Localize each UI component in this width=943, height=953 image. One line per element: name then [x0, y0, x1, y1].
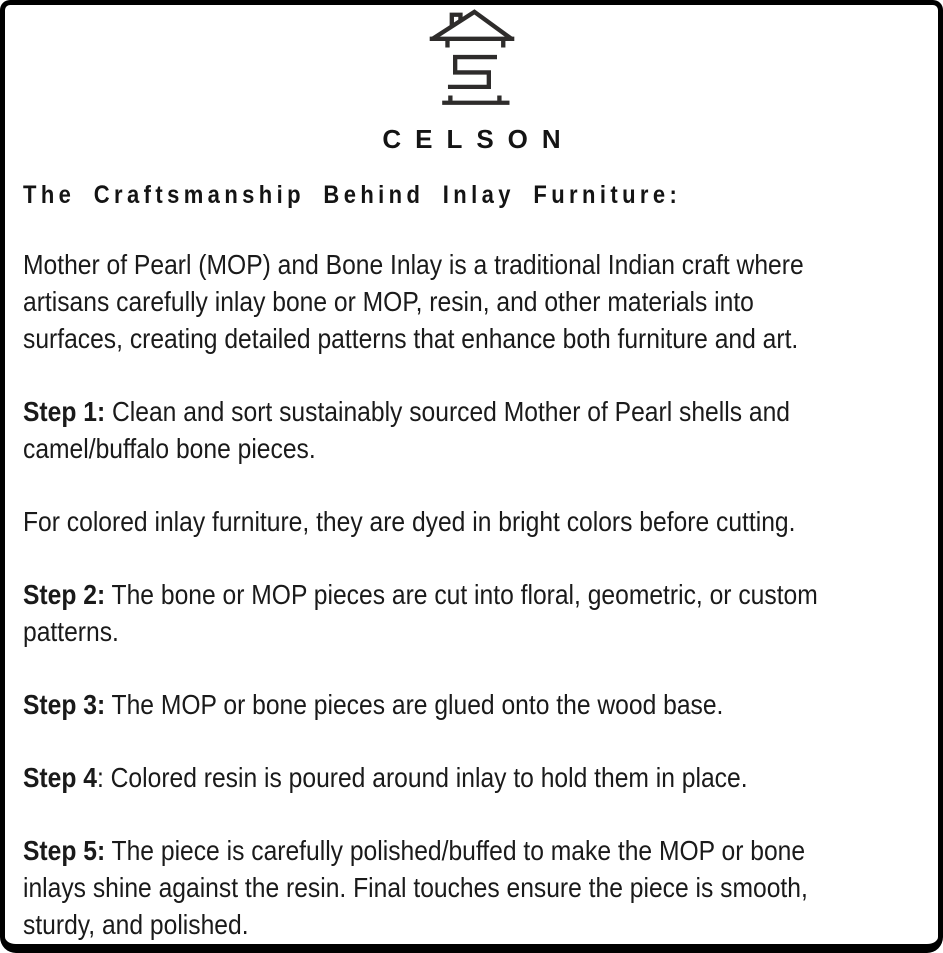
- body-text: The piece is carefully polished/buffed to make the MOP or bone: [105, 835, 806, 866]
- step-label: Step 5:: [23, 835, 106, 866]
- paragraph-line: [23, 613, 828, 650]
- body-text: artisans carefully inlay bone or MOP, resin, and other materials into: [23, 286, 754, 317]
- body-text: camel/buffalo bone pieces.: [23, 433, 316, 464]
- paragraph-line: [23, 686, 828, 723]
- paragraph-line: [23, 393, 828, 430]
- paragraph: [23, 686, 938, 723]
- body-text: Mother of Pearl (MOP) and Bone Inlay is a traditional Indian craft where: [23, 249, 804, 280]
- paragraph-line: [23, 869, 828, 906]
- brand-header: [5, 5, 938, 155]
- paragraph: [23, 576, 938, 650]
- page-title: The Craftsmanship Behind Inlay Furniture:: [23, 181, 682, 209]
- paragraph-line: [23, 283, 828, 320]
- body-copy: [23, 246, 938, 943]
- paragraph-line: [23, 246, 828, 283]
- body-text: patterns.: [23, 616, 119, 647]
- step-label: Step 1:: [23, 396, 106, 427]
- paragraph: [23, 503, 938, 540]
- paragraph-line: [23, 832, 828, 869]
- body-text: surfaces, creating detailed patterns that enhance both furniture and art.: [23, 323, 799, 354]
- body-text: Clean and sort sustainably sourced Mother of Pearl shells and: [105, 396, 790, 427]
- body-text: : Colored resin is poured around inlay to hold them in place.: [96, 762, 748, 793]
- step-label: Step 3:: [23, 689, 106, 720]
- body-text: inlays shine against the resin. Final touches ensure the piece is smooth,: [23, 872, 808, 903]
- body-text: The MOP or bone pieces are glued onto the wood base.: [105, 689, 724, 720]
- logo-roof: [432, 12, 511, 39]
- body-text: For colored inlay furniture, they are dyed in bright colors before cutting.: [23, 506, 796, 537]
- paragraph: [23, 246, 938, 357]
- step-label: Step 2:: [23, 579, 106, 610]
- paragraph-line: [23, 320, 828, 357]
- paragraph: [23, 832, 938, 943]
- paragraph-line: [23, 503, 828, 540]
- paragraph-line: [23, 430, 828, 467]
- body-text: The bone or MOP pieces are cut into floral, geometric, or custom: [105, 579, 818, 610]
- logo-s-monogram: [447, 57, 496, 87]
- body-text: sturdy, and polished.: [23, 909, 249, 940]
- step-label: Step 4: [23, 762, 97, 793]
- brand-name: CELSON: [382, 124, 575, 154]
- paragraph-line: [23, 576, 828, 613]
- paragraph-line: [23, 906, 828, 943]
- paragraph: [23, 393, 938, 467]
- paragraph-line: [23, 759, 828, 796]
- paragraph: [23, 759, 938, 796]
- house-s-monogram-icon: [426, 9, 518, 109]
